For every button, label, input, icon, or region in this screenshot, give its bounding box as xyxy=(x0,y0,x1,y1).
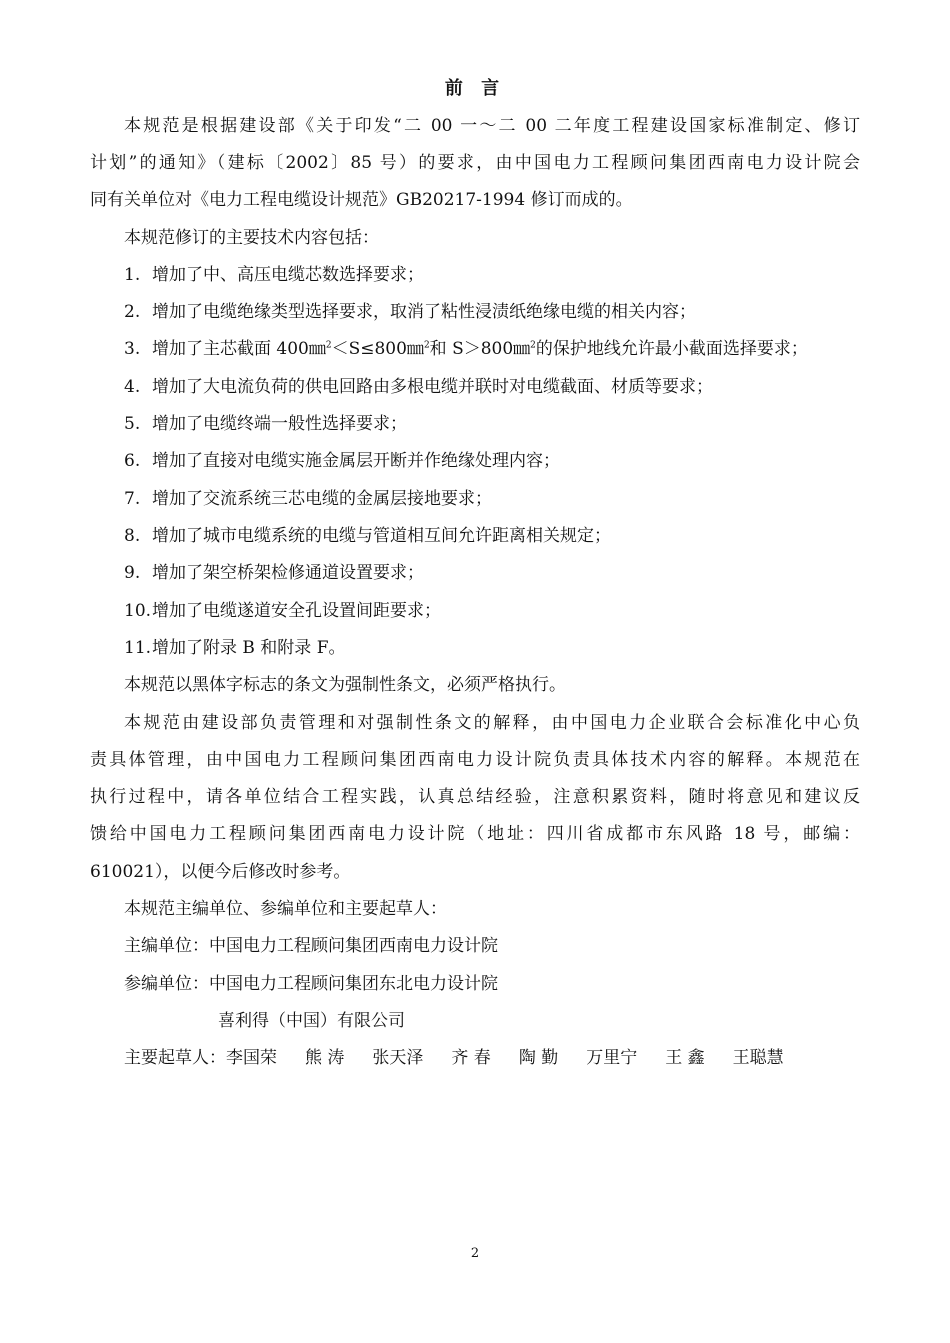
page-title: 前 言 xyxy=(444,78,506,99)
list-item-text-d: 的保护地线允许最小截面选择要求； xyxy=(535,339,808,359)
list-item xyxy=(124,486,860,512)
drafter-name: 王 鑫 xyxy=(665,1048,705,1068)
list-item-text-b: ＜S≤800㎜ xyxy=(331,339,424,359)
list-item-number: 10. xyxy=(124,601,152,621)
list-item xyxy=(124,299,860,325)
list-item xyxy=(124,598,860,624)
list-item xyxy=(124,448,860,474)
participating-unit: 参编单位：中国电力工程顾问集团东北电力设计院 xyxy=(124,974,498,994)
list-item xyxy=(124,560,860,586)
list-item xyxy=(124,374,860,400)
list-item-number: 2. xyxy=(124,302,141,322)
para4-line5: 610021），以便今后修改时参考。 xyxy=(90,862,351,882)
drafter-name: 张天泽 xyxy=(372,1048,424,1068)
para1-line3: 同有关单位对《电力工程电缆设计规范》GB20217-1994 修订而成的。 xyxy=(90,190,633,210)
para1-line2: 计划”的通知》（建标〔2002〕85 号）的要求，由中国电力工程顾问集团西南电力设计院会 xyxy=(90,153,860,173)
list-item-number: 6. xyxy=(124,451,141,471)
para4-line1: 本规范由建设部负责管理和对强制性条文的解释，由中国电力企业联合会标准化中心负 xyxy=(124,713,860,733)
page-number: 2 xyxy=(470,1246,480,1261)
list-item xyxy=(124,336,860,362)
drafter-name: 万里宁 xyxy=(586,1048,638,1068)
drafter-name: 陶 勤 xyxy=(518,1048,559,1068)
list-item xyxy=(124,523,860,549)
list-item-number: 8. xyxy=(124,526,141,546)
list-item-text: 增加了交流系统三芯电缆的金属层接地要求； xyxy=(152,489,492,509)
list-item-text-a: 增加了主芯截面 400㎜ xyxy=(152,339,326,359)
para5: 本规范主编单位、参编单位和主要起草人： xyxy=(124,899,447,919)
list-item-number: 3. xyxy=(124,339,141,359)
list-item-text: 增加了附录 B 和附录 F。 xyxy=(152,638,346,658)
para4-line4: 馈给中国电力工程顾问集团西南电力设计院（地址：四川省成都市东风路 18 号，邮编： xyxy=(90,824,860,844)
list-item-number: 11. xyxy=(124,638,152,658)
drafter-name: 熊 涛 xyxy=(305,1048,345,1068)
list-item-number: 4. xyxy=(124,377,141,397)
list-item-text: 增加了架空桥架检修通道设置要求； xyxy=(152,563,424,583)
list-item-text: 增加了城市电缆系统的电缆与管道相互间允许距离相关规定； xyxy=(152,526,611,546)
chief-unit: 主编单位：中国电力工程顾问集团西南电力设计院 xyxy=(124,936,498,956)
list-item-number: 1. xyxy=(124,265,141,285)
list-item xyxy=(124,262,860,288)
para4-line3: 执行过程中，请各单位结合工程实践，认真总结经验，注意积累资料，随时将意见和建议反 xyxy=(90,787,860,807)
para1-line1: 本规范是根据建设部《关于印发“二 00 一～二 00 二年度工程建设国家标准制定、修订 xyxy=(124,116,860,136)
list-item-text: 增加了直接对电缆实施金属层开断并作绝缘处理内容； xyxy=(152,451,560,471)
list-item-text-c: 和 S＞800㎜ xyxy=(429,339,531,359)
list-item-number: 9. xyxy=(124,563,141,583)
drafter-name: 齐 春 xyxy=(451,1048,491,1068)
list-item xyxy=(124,411,860,437)
para3: 本规范以黑体字标志的条文为强制性条文，必须严格执行。 xyxy=(124,675,566,695)
para2: 本规范修订的主要技术内容包括： xyxy=(124,228,379,248)
list-item xyxy=(124,635,860,661)
superscript: 2 xyxy=(423,340,430,351)
superscript: 2 xyxy=(530,340,536,351)
list-item-text: 增加了电缆遂道安全孔设置间距要求； xyxy=(152,601,441,621)
para4-line2: 责具体管理，由中国电力工程顾问集团西南电力设计院负责具体技术内容的解释。本规范在 xyxy=(90,750,860,770)
drafters-label: 主要起草人： xyxy=(124,1048,226,1068)
list-item-number: 5. xyxy=(124,414,141,434)
drafters-line xyxy=(124,1045,860,1071)
drafter-name: 王聪慧 xyxy=(732,1048,784,1068)
drafter-name: 李国荣 xyxy=(226,1048,277,1068)
list-item-text: 增加了大电流负荷的供电回路由多根电缆并联时对电缆截面、材质等要求； xyxy=(152,377,713,397)
list-item-text: 增加了中、高压电缆芯数选择要求； xyxy=(152,265,424,285)
list-item-text: 增加了电缆终端一般性选择要求； xyxy=(152,414,407,434)
list-item-text: 增加了电缆绝缘类型选择要求，取消了粘性浸渍纸绝缘电缆的相关内容； xyxy=(152,302,696,322)
participating-unit-2: 喜利得（中国）有限公司 xyxy=(218,1011,405,1031)
list-item-number: 7. xyxy=(124,489,141,509)
superscript: 2 xyxy=(325,340,332,351)
